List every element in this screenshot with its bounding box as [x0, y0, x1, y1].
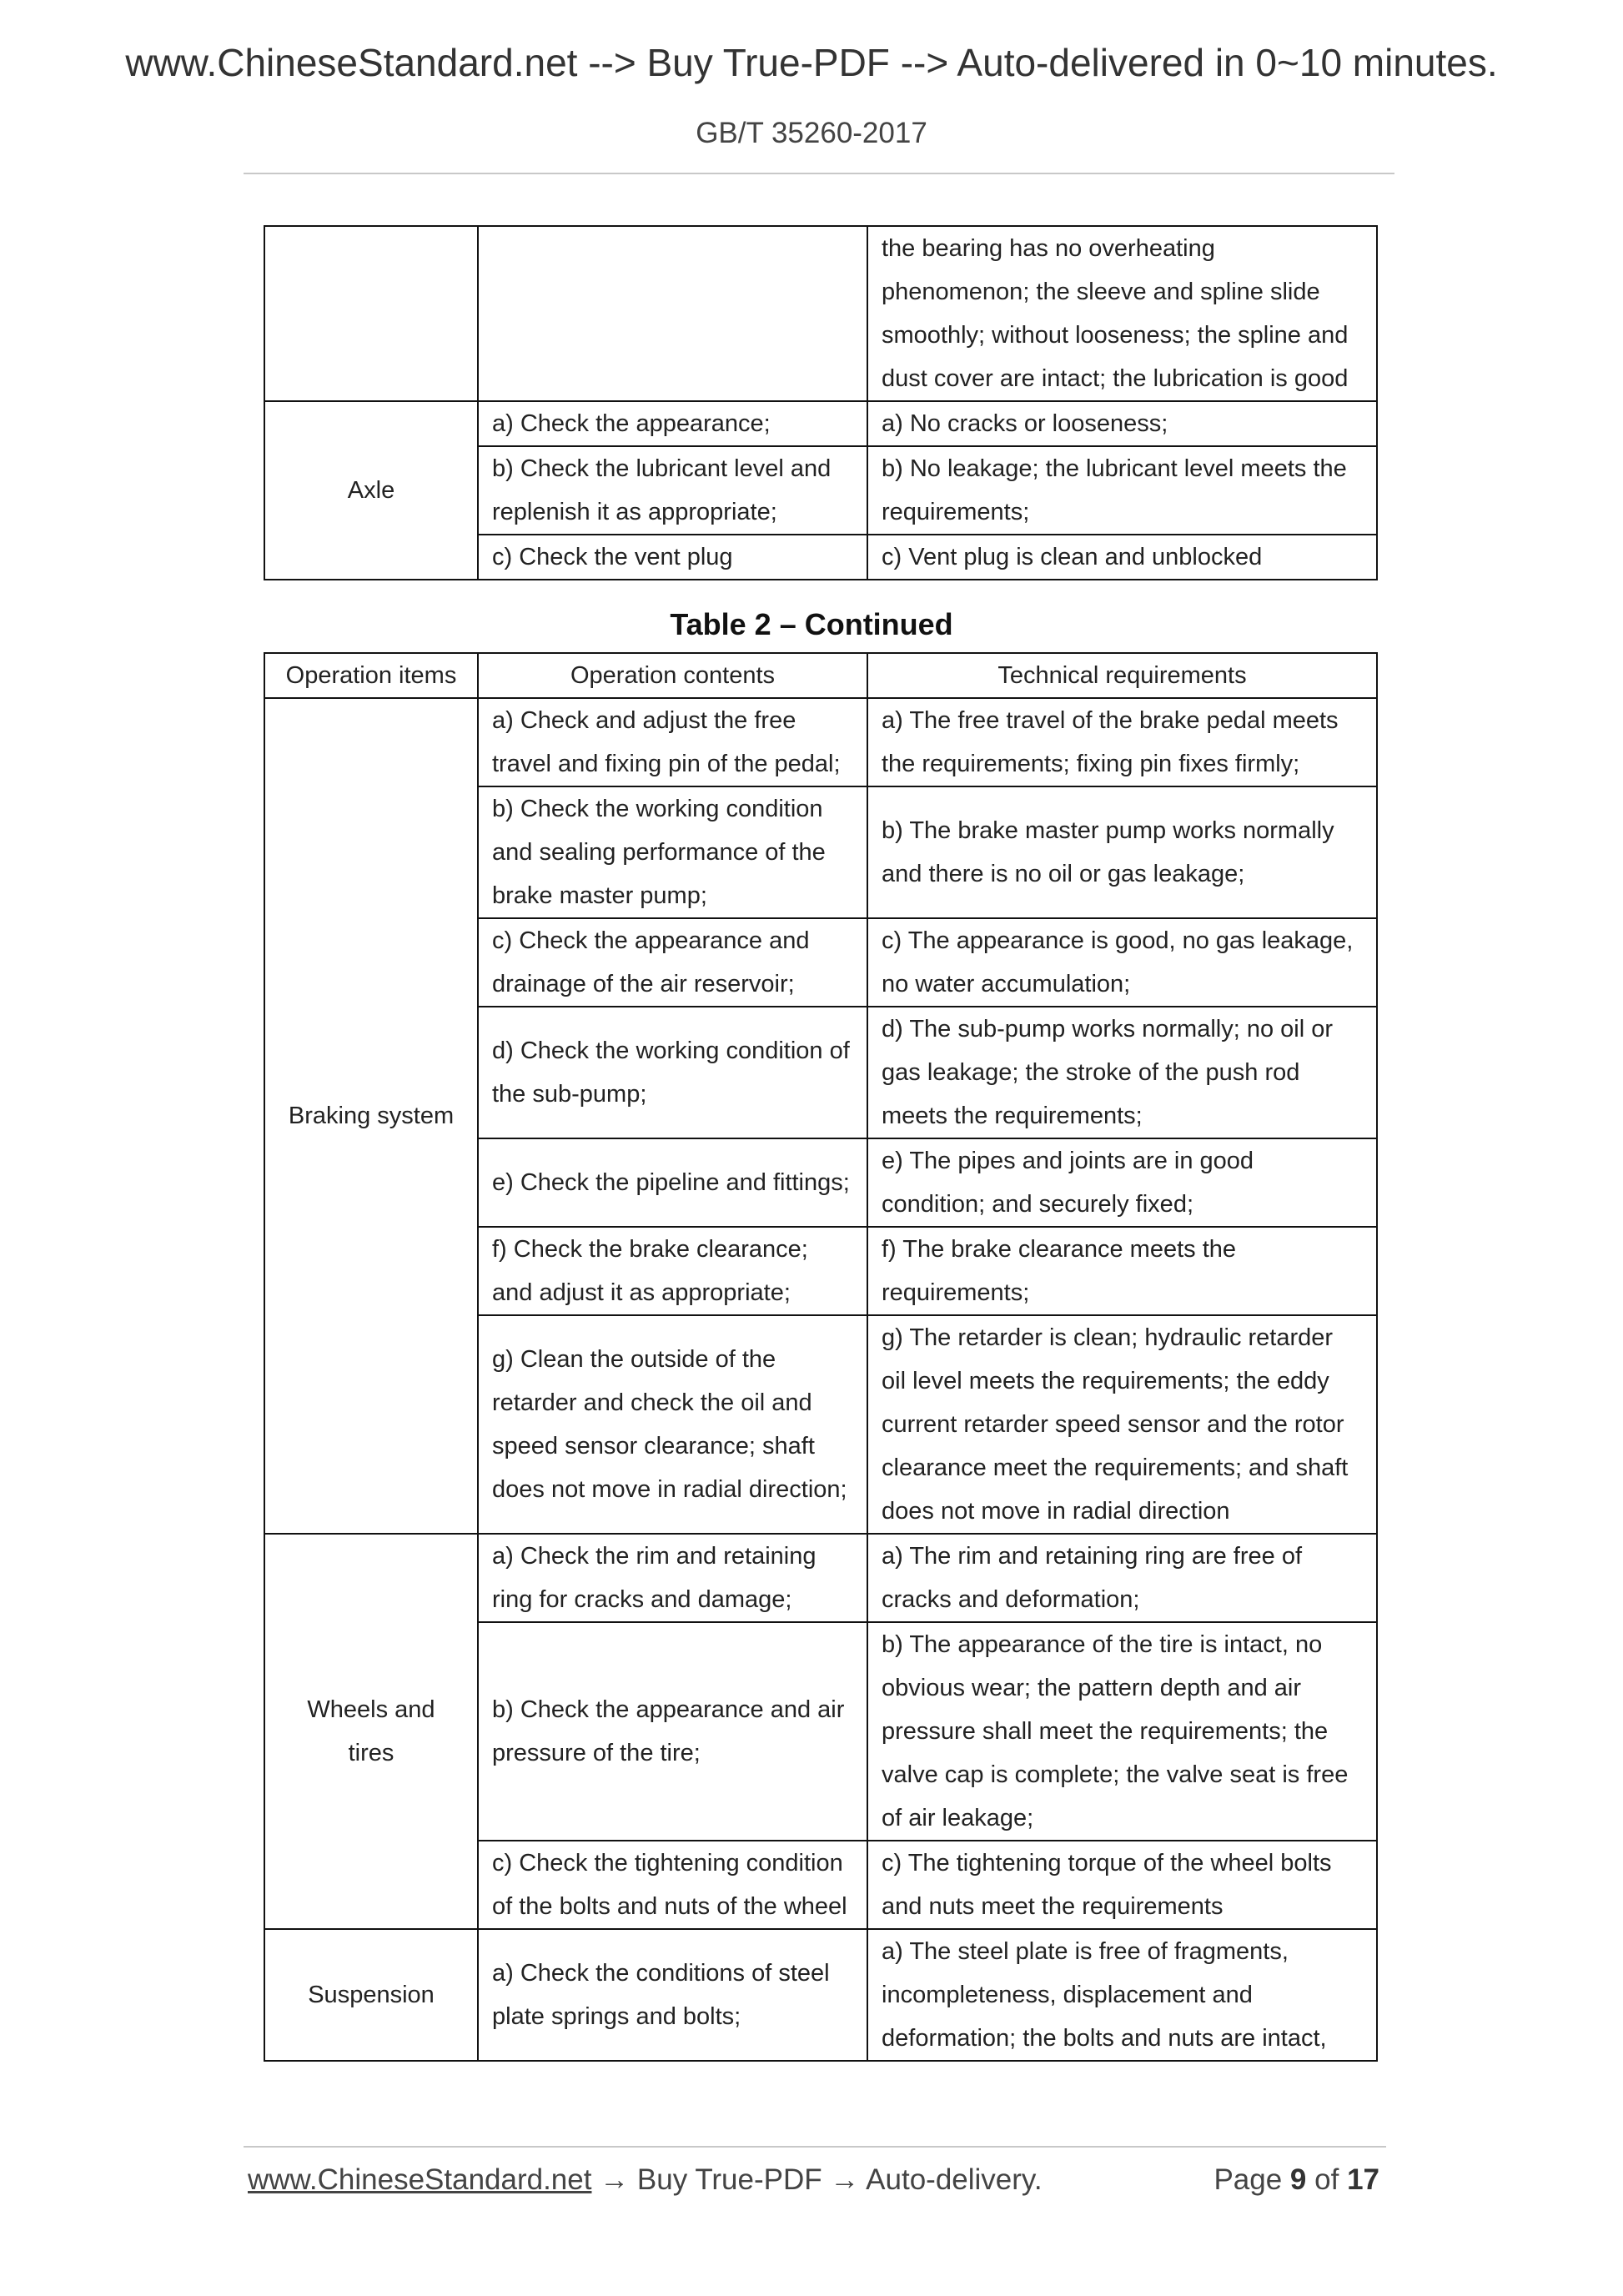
operation-content-cell: [478, 226, 867, 401]
table-row: [264, 226, 1377, 401]
page-total: 17: [1347, 2163, 1379, 2196]
standard-code: GB/T 35260-2017: [696, 117, 927, 149]
operation-content-cell: d) Check the working condition of the sub-pump;: [478, 1007, 867, 1138]
page-word: Page: [1213, 2163, 1283, 2196]
technical-requirement-cell: a) The rim and retaining ring are free of cracks and deformation;: [867, 1534, 1377, 1622]
table-row: [264, 1534, 1377, 1622]
table-2-continued: [264, 652, 1378, 2062]
table-header-row: [264, 653, 1377, 698]
continued-table-top: [264, 225, 1378, 580]
header-technical-requirements: Technical requirements: [867, 653, 1377, 698]
footer-divider: [244, 2146, 1386, 2148]
operation-content-cell: c) Check the tightening condition of the bolts and nuts of the wheel: [478, 1841, 867, 1929]
operation-content-cell: a) Check the appearance;: [478, 401, 867, 446]
operation-content-cell: f) Check the brake clearance; and adjust it as appropriate;: [478, 1227, 867, 1315]
of-word: of: [1314, 2163, 1339, 2196]
footer-site-link[interactable]: www.ChineseStandard.net: [248, 2163, 592, 2196]
technical-requirement-cell: b) The brake master pump works normally and there is no oil or gas leakage;: [867, 786, 1377, 918]
technical-requirement-cell: g) The retarder is clean; hydraulic retarder oil level meets the requirements; the eddy current retarder speed sensor and the rotor clearance meet the requirements; and shaft does not move in radial direction: [867, 1315, 1377, 1534]
page-indicator: [1213, 2163, 1379, 2197]
header-divider: [244, 173, 1394, 174]
table-row: [264, 1929, 1377, 2061]
operation-item-braking-system: Braking system: [264, 698, 478, 1534]
technical-requirement-cell: b) No leakage; the lubricant level meets the requirements;: [867, 446, 1377, 535]
table-row: [264, 698, 1377, 786]
operation-content-cell: a) Check the conditions of steel plate springs and bolts;: [478, 1929, 867, 2061]
technical-requirement-cell: the bearing has no overheating phenomenon; the sleeve and spline slide smoothly; without looseness; the spline and dust cover are intact; the lubrication is good: [867, 226, 1377, 401]
technical-requirement-cell: c) The appearance is good, no gas leakage, no water accumulation;: [867, 918, 1377, 1007]
operation-content-cell: c) Check the vent plug: [478, 535, 867, 580]
operation-item-axle: Axle: [264, 401, 478, 580]
operation-content-cell: a) Check the rim and retaining ring for cracks and damage;: [478, 1534, 867, 1622]
operation-item-suspension: Suspension: [264, 1929, 478, 2061]
operation-content-cell: c) Check the appearance and drainage of the air reservoir;: [478, 918, 867, 1007]
technical-requirement-cell: f) The brake clearance meets the requirements;: [867, 1227, 1377, 1315]
operation-content-cell: g) Clean the outside of the retarder and check the oil and speed sensor clearance; shaft does not move in radial direction;: [478, 1315, 867, 1534]
technical-requirement-cell: a) No cracks or looseness;: [867, 401, 1377, 446]
operation-content-cell: a) Check and adjust the free travel and fixing pin of the pedal;: [478, 698, 867, 786]
technical-requirement-cell: c) Vent plug is clean and unblocked: [867, 535, 1377, 580]
table-caption: Table 2 – Continued: [670, 607, 953, 641]
operation-content-cell: b) Check the working condition and sealing performance of the brake master pump;: [478, 786, 867, 918]
operation-content-cell: b) Check the lubricant level and replenish it as appropriate;: [478, 446, 867, 535]
site-banner[interactable]: www.ChineseStandard.net --> Buy True-PDF --> Auto-delivered in 0~10 minutes.: [125, 41, 1498, 84]
technical-requirement-cell: d) The sub-pump works normally; no oil or gas leakage; the stroke of the push rod meets the requirements;: [867, 1007, 1377, 1138]
table-row: [264, 401, 1377, 446]
technical-requirement-cell: e) The pipes and joints are in good condition; and securely fixed;: [867, 1138, 1377, 1227]
technical-requirement-cell: a) The steel plate is free of fragments, incompleteness, displacement and deformation; the bolts and nuts are intact,: [867, 1929, 1377, 2061]
operation-content-cell: b) Check the appearance and air pressure of the tire;: [478, 1622, 867, 1841]
technical-requirement-cell: b) The appearance of the tire is intact, no obvious wear; the pattern depth and air pressure shall meet the requirements; the valve cap is complete; the valve seat is free of air leakage;: [867, 1622, 1377, 1841]
technical-requirement-cell: a) The free travel of the brake pedal meets the requirements; fixing pin fixes firmly;: [867, 698, 1377, 786]
page-number: 9: [1289, 2163, 1307, 2196]
footer-delivery-text: → Buy True-PDF → Auto-delivery.: [591, 2163, 1043, 2196]
footer-left: [248, 2163, 1043, 2197]
header-operation-contents: Operation contents: [478, 653, 867, 698]
operation-content-cell: e) Check the pipeline and fittings;: [478, 1138, 867, 1227]
header-operation-items: Operation items: [264, 653, 478, 698]
operation-item-cell: [264, 226, 478, 401]
technical-requirement-cell: c) The tightening torque of the wheel bolts and nuts meet the requirements: [867, 1841, 1377, 1929]
operation-item-wheels-and-tires: Wheels and tires: [264, 1534, 478, 1929]
